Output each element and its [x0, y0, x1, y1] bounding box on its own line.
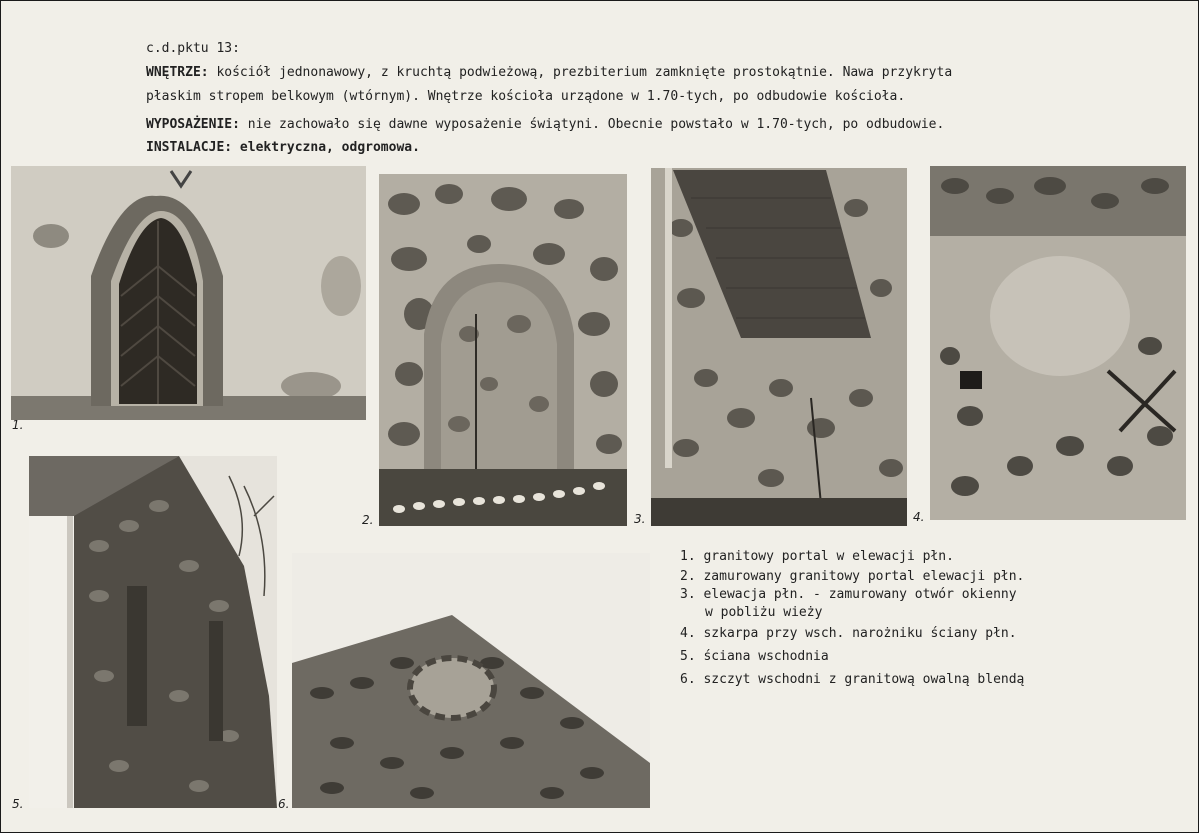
- caption-3: 3. elewacja płn. - zamurowany otwór okienny: [680, 587, 1017, 602]
- photo-number-4: 4.: [913, 510, 925, 524]
- photo-number-6: 6.: [278, 797, 290, 811]
- caption-2: 2. zamurowany granitowy portal elewacji płn.: [680, 569, 1025, 584]
- photo-number-1: 1.: [12, 418, 24, 432]
- caption-6: 6. szczyt wschodni z granitową owalną blendą: [680, 672, 1025, 687]
- installations-text: elektryczna, odgromowa.: [239, 140, 420, 155]
- photo-3-north-elevation: [651, 168, 907, 526]
- interior-text-1: kościół jednonawowy, z kruchtą podwieżową, prezbiterium zamknięte prostokątnie. Nawa przykryta: [216, 65, 953, 80]
- photo-4-buttress: [930, 166, 1186, 520]
- photo-1-portal: [11, 166, 366, 420]
- interior-line-1: [146, 65, 952, 81]
- caption-3-cont: w pobliżu wieży: [705, 605, 823, 620]
- installations-label: INSTALACJE:: [146, 140, 233, 155]
- photo-number-2: 2.: [362, 513, 374, 527]
- caption-1: 1. granitowy portal w elewacji płn.: [680, 549, 954, 564]
- equipment-text: nie zachowało się dawne wyposażenie świątyni. Obecnie powstało w 1.70-tych, po odbudowie.: [247, 117, 945, 132]
- caption-4: 4. szkarpa przy wsch. narożniku ściany płn.: [680, 626, 1017, 641]
- interior-label: WNĘTRZE:: [146, 65, 209, 80]
- photo-number-3: 3.: [634, 512, 646, 526]
- photo-number-5: 5.: [12, 797, 24, 811]
- photo-2-bricked-portal: [379, 174, 627, 526]
- equipment-label: WYPOSAŻENIE:: [146, 117, 240, 132]
- interior-line-2: płaskim stropem belkowym (wtórnym). Wnętrze kościoła urządone w 1.70-tych, po odbudowie kościoła.: [146, 89, 906, 104]
- photo-6-east-gable: [292, 553, 650, 808]
- section-ref: c.d.pktu 13:: [146, 41, 240, 56]
- equipment-line: [146, 117, 944, 133]
- installations-line: [146, 140, 420, 156]
- photo-5-east-wall: [29, 456, 277, 808]
- caption-5: 5. ściana wschodnia: [680, 649, 829, 664]
